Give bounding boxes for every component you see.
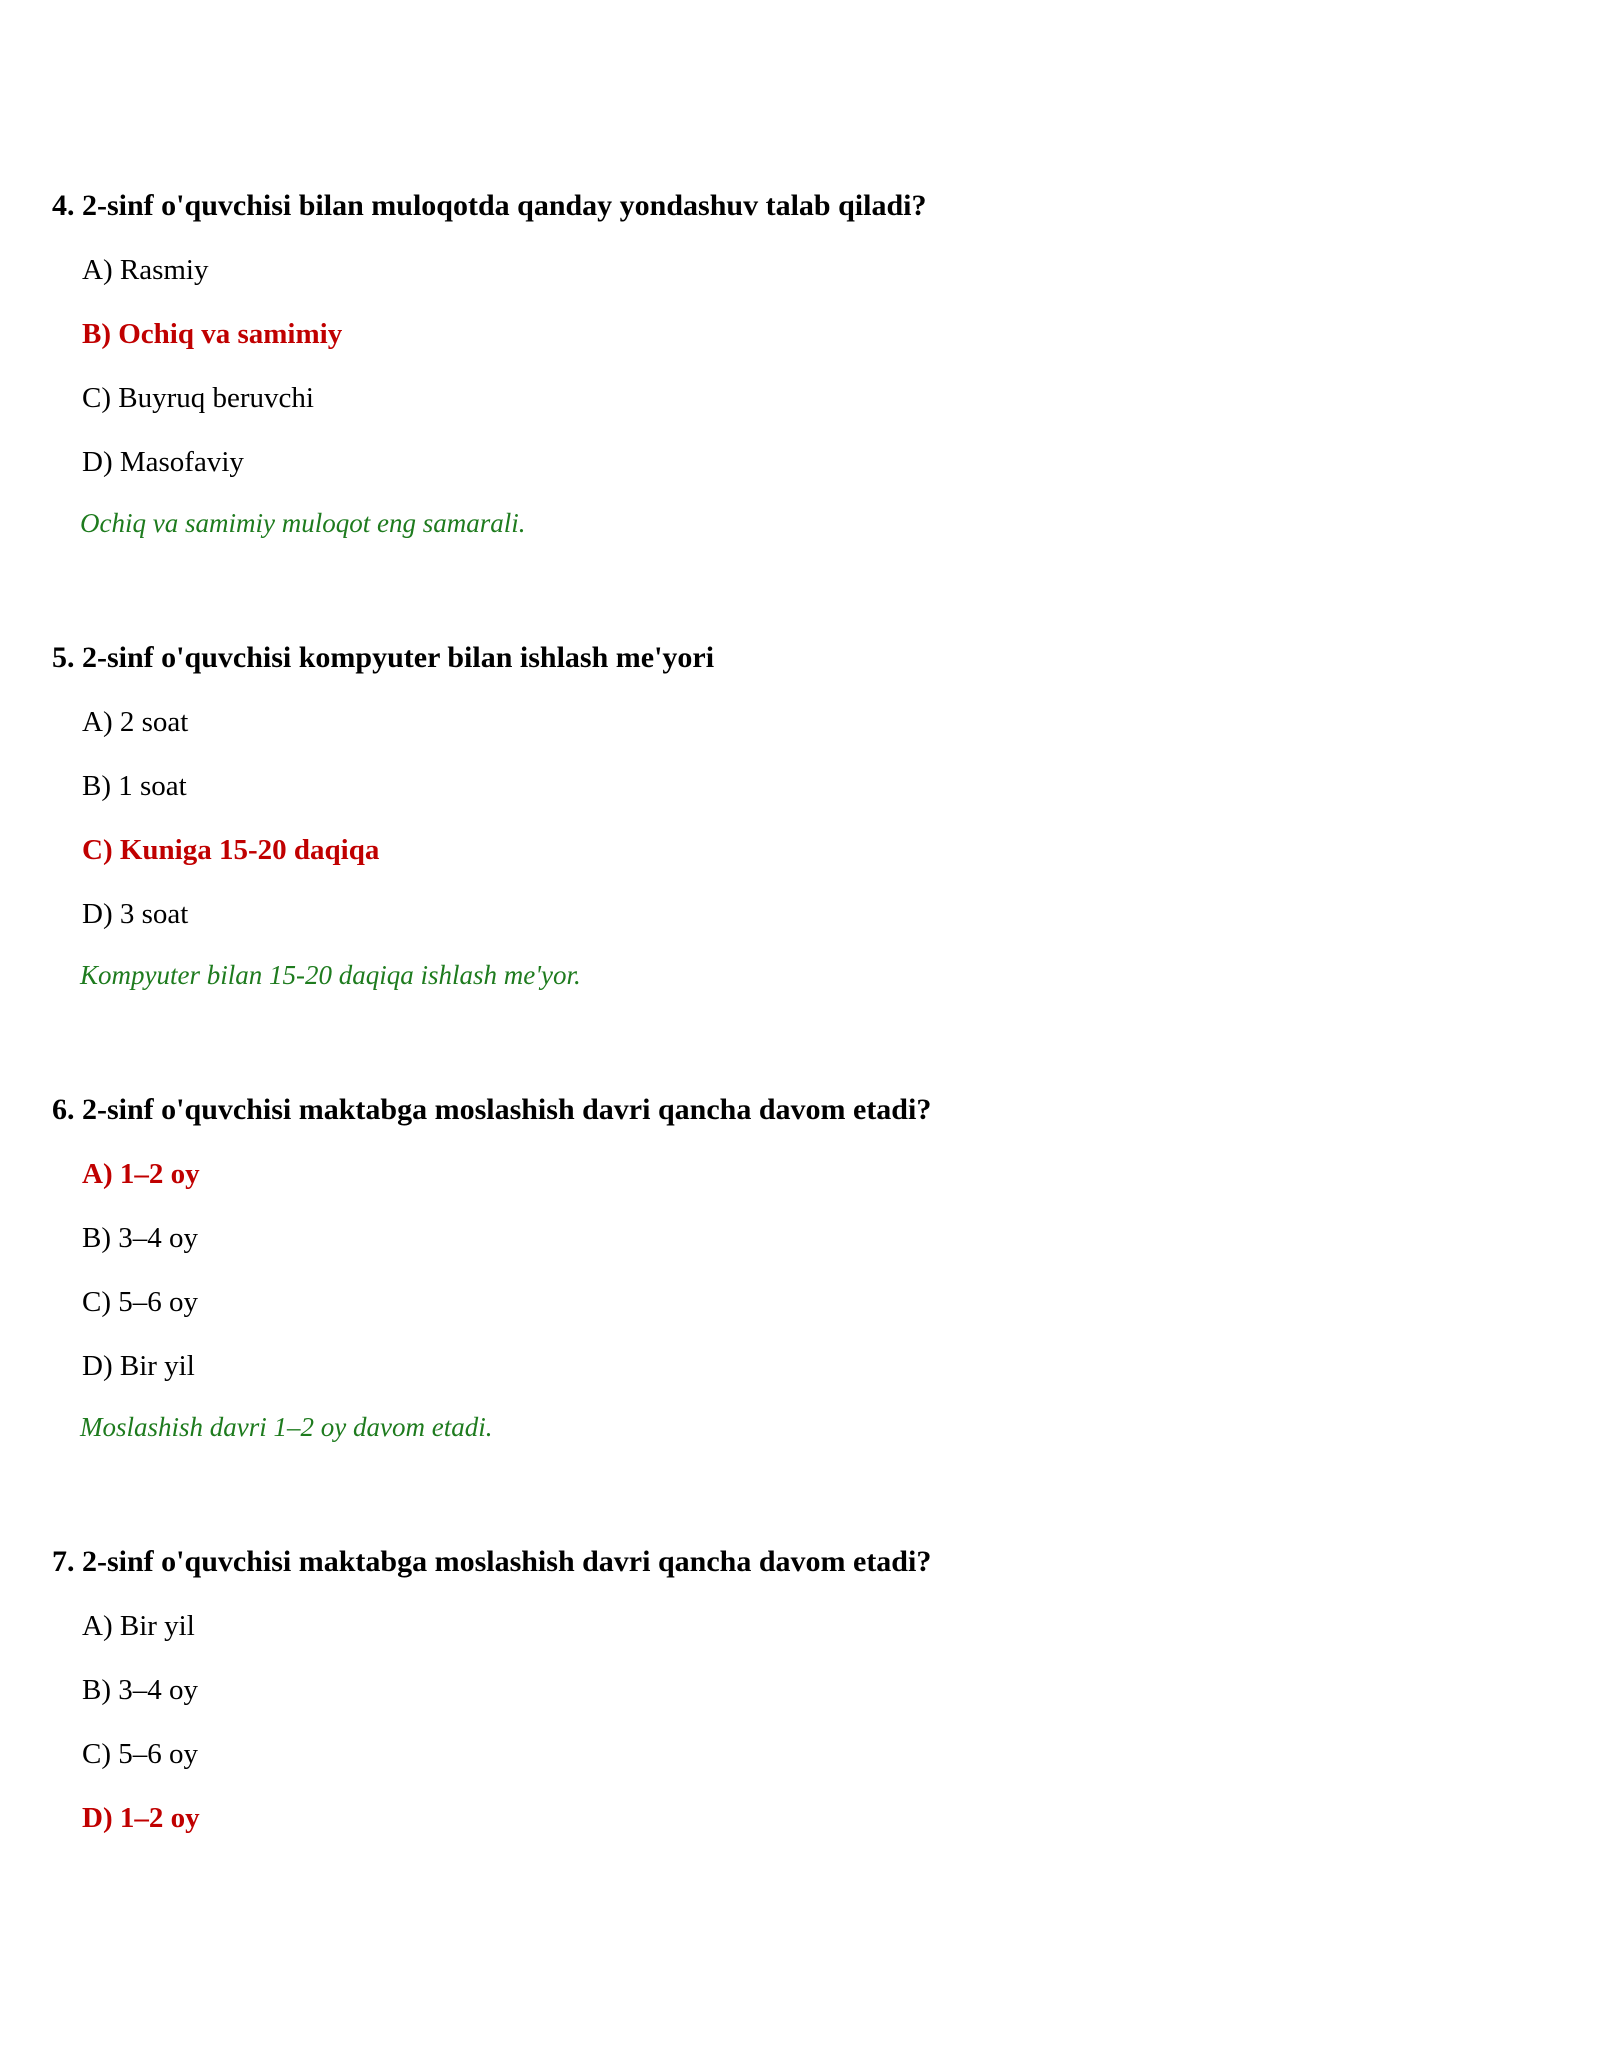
answer-options: [82, 252, 1552, 480]
question-title: 4. 2-sinf o'quvchisi bilan muloqotda qanday yondashuv talab qiladi?: [52, 189, 927, 222]
answer-options: [82, 1156, 1552, 1384]
option-a: A) Bir yil: [82, 1610, 195, 1642]
answer-explanation: Ochiq va samimiy muloqot eng samarali.: [80, 508, 526, 538]
option-c: C) 5–6 oy: [82, 1286, 198, 1318]
option-c-correct: C) Kuniga 15-20 daqiqa: [82, 834, 380, 866]
option-c: C) Buyruq beruvchi: [82, 382, 314, 414]
question-block-6: [52, 1092, 1552, 1444]
answer-explanation: Kompyuter bilan 15-20 daqiqa ishlash me'yor.: [80, 960, 581, 990]
option-b-correct: B) Ochiq va samimiy: [82, 318, 343, 350]
question-title: 6. 2-sinf o'quvchisi maktabga moslashish davri qancha davom etadi?: [52, 1093, 932, 1126]
option-d: D) Bir yil: [82, 1350, 195, 1382]
option-b: B) 1 soat: [82, 770, 187, 802]
question-block-5: [52, 640, 1552, 992]
option-c: C) 5–6 oy: [82, 1738, 198, 1770]
question-title: 5. 2-sinf o'quvchisi kompyuter bilan ishlash me'yori: [52, 641, 715, 674]
answer-options: [82, 1608, 1552, 1836]
option-a: A) Rasmiy: [82, 254, 209, 286]
question-block-4: [52, 188, 1552, 540]
option-d: D) 3 soat: [82, 898, 189, 930]
question-title: 7. 2-sinf o'quvchisi maktabga moslashish davri qancha davom etadi?: [52, 1545, 932, 1578]
option-d: D) Masofaviy: [82, 446, 244, 478]
option-d-correct: D) 1–2 oy: [82, 1802, 200, 1834]
option-b: B) 3–4 oy: [82, 1222, 198, 1254]
option-b: B) 3–4 oy: [82, 1674, 198, 1706]
option-a: A) 2 soat: [82, 706, 189, 738]
answer-options: [82, 704, 1552, 932]
answer-explanation: Moslashish davri 1–2 oy davom etadi.: [80, 1412, 493, 1442]
option-a-correct: A) 1–2 oy: [82, 1158, 200, 1190]
question-block-7: [52, 1544, 1552, 1836]
